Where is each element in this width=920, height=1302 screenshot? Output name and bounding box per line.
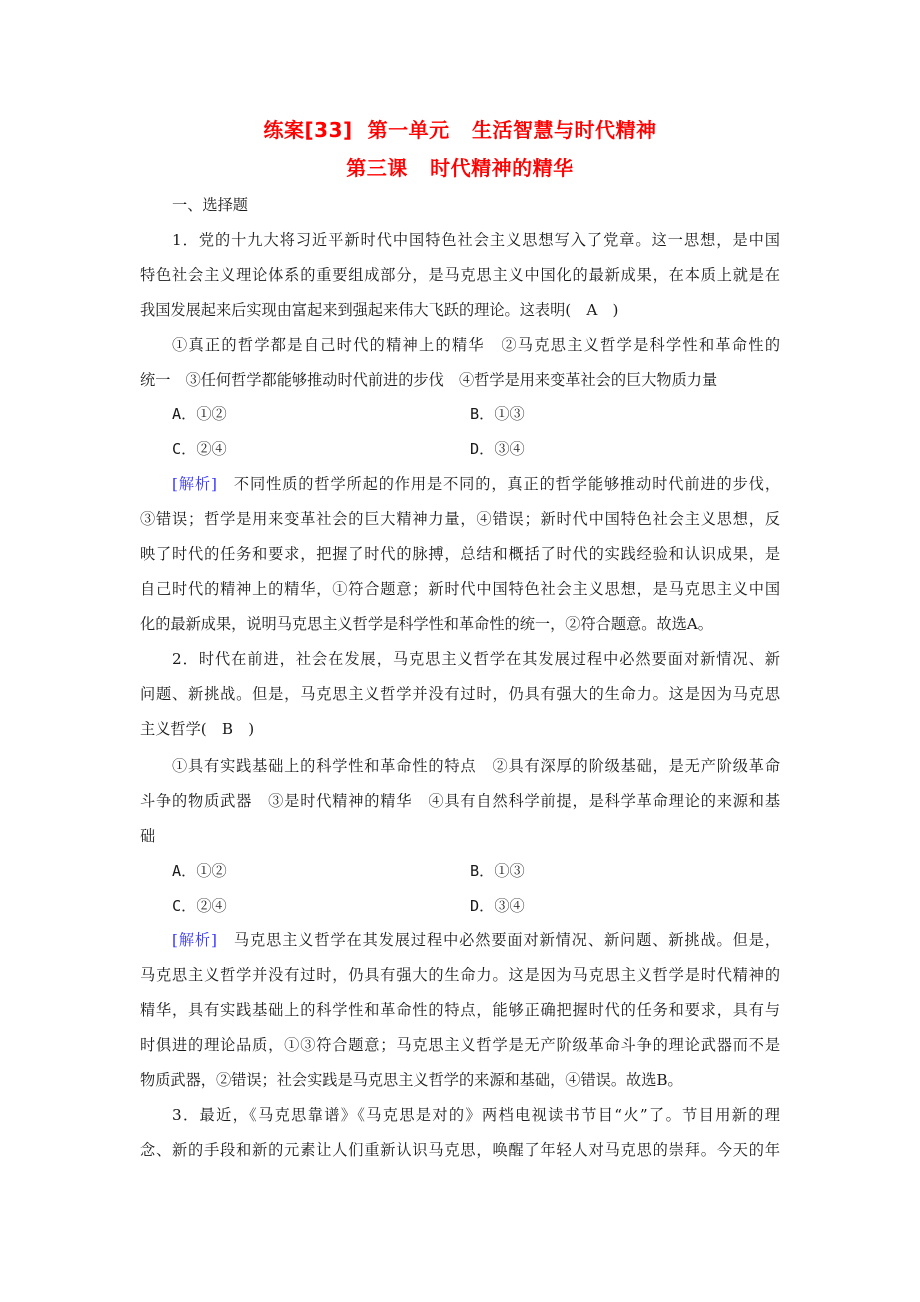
option-b: B．①③ <box>470 862 525 880</box>
analysis-label: [解析] <box>172 931 217 949</box>
option-a: A．①② <box>172 405 227 423</box>
question-stem-line: 主义哲学( B ) <box>140 720 255 738</box>
analysis-line: 化的最新成果，说明马克思主义哲学是科学性和革命性的统一，②符合题意。故选A。 <box>140 615 713 633</box>
option-d: D．③④ <box>470 897 525 915</box>
statement-line: 斗争的物质武器 ③是时代精神的精华 ④具有自然科学前提，是科学革命理论的来源和基 <box>140 792 780 810</box>
statement-line: ①真正的哲学都是自己时代的精神上的精华 ②马克思主义哲学是科学性和革命性的 <box>172 336 780 354</box>
statement-line: 统一 ③任何哲学都能够推动时代前进的步伐 ④哲学是用来变革社会的巨大物质力量 <box>140 371 718 389</box>
analysis-line <box>140 474 780 494</box>
question-stem-line: 2．时代在前进，社会在发展，马克思主义哲学在其发展过程中必然要面对新情况、新 <box>172 650 780 668</box>
analysis-line: ③错误；哲学是用来变革社会的巨大精神力量，④错误；新时代中国特色社会主义思想，反 <box>140 510 780 528</box>
analysis-line: 映了时代的任务和要求，把握了时代的脉搏，总结和概括了时代的实践经验和认识成果，是 <box>140 545 780 563</box>
analysis-line: 物质武器，②错误；社会实践是马克思主义哲学的来源和基础，④错误。故选B。 <box>140 1071 683 1089</box>
question-stem-line: 3．最近，《马克思靠谱》《马克思是对的》两档电视读书节目“火”了。节目用新的理 <box>172 1106 780 1124</box>
analysis-line: 时俱进的理论品质，①③符合题意；马克思主义哲学是无产阶级革命斗争的理论武器而不是 <box>140 1036 780 1054</box>
question-stem-line: 念、新的手段和新的元素让人们重新认识马克思，唤醒了年轻人对马克思的崇拜。今天的年 <box>140 1141 780 1159</box>
page-title: 练案[33] 第一单元 生活智慧与时代精神 <box>263 118 657 142</box>
analysis-line: 精华，具有实践基础上的科学性和革命性的特点，能够正确把握时代的任务和要求，具有与 <box>140 1001 780 1019</box>
analysis-line: 自己时代的精神上的精华，①符合题意；新时代中国特色社会主义思想，是马克思主义中国 <box>140 580 780 598</box>
analysis-line: 马克思主义哲学并没有过时，仍具有强大的生命力。这是因为马克思主义哲学是时代精神的 <box>140 966 780 984</box>
question-stem-line: 特色社会主义理论体系的重要组成部分，是马克思主义中国化的最新成果，在本质上就是在 <box>140 266 780 284</box>
statement-line: 础 <box>140 827 156 845</box>
analysis-text: 马克思主义哲学在其发展过程中必然要面对新情况、新问题、新挑战。但是， <box>216 931 781 949</box>
question-stem-line: 问题、新挑战。但是，马克思主义哲学并没有过时，仍具有强大的生命力。这是因为马克思 <box>140 685 780 703</box>
question-stem-line: 我国发展起来后实现由富起来到强起来伟大飞跃的理论。这表明( A ) <box>140 301 619 319</box>
lesson-subtitle: 第三课 时代精神的精华 <box>346 156 574 180</box>
section-heading: 一、选择题 <box>172 196 248 214</box>
option-d: D．③④ <box>470 440 525 458</box>
analysis-line <box>140 930 780 950</box>
statement-line: ①具有实践基础上的科学性和革命性的特点 ②具有深厚的阶级基础，是无产阶级革命 <box>172 757 780 775</box>
option-b: B．①③ <box>470 405 525 423</box>
option-a: A．①② <box>172 862 227 880</box>
question-stem-line: 1．党的十九大将习近平新时代中国特色社会主义思想写入了党章。这一思想，是中国 <box>172 231 780 249</box>
analysis-text: 不同性质的哲学所起的作用是不同的，真正的哲学能够推动时代前进的步伐， <box>216 475 781 493</box>
option-c: C．②④ <box>172 897 227 915</box>
analysis-label: [解析] <box>172 475 217 493</box>
option-c: C．②④ <box>172 440 227 458</box>
